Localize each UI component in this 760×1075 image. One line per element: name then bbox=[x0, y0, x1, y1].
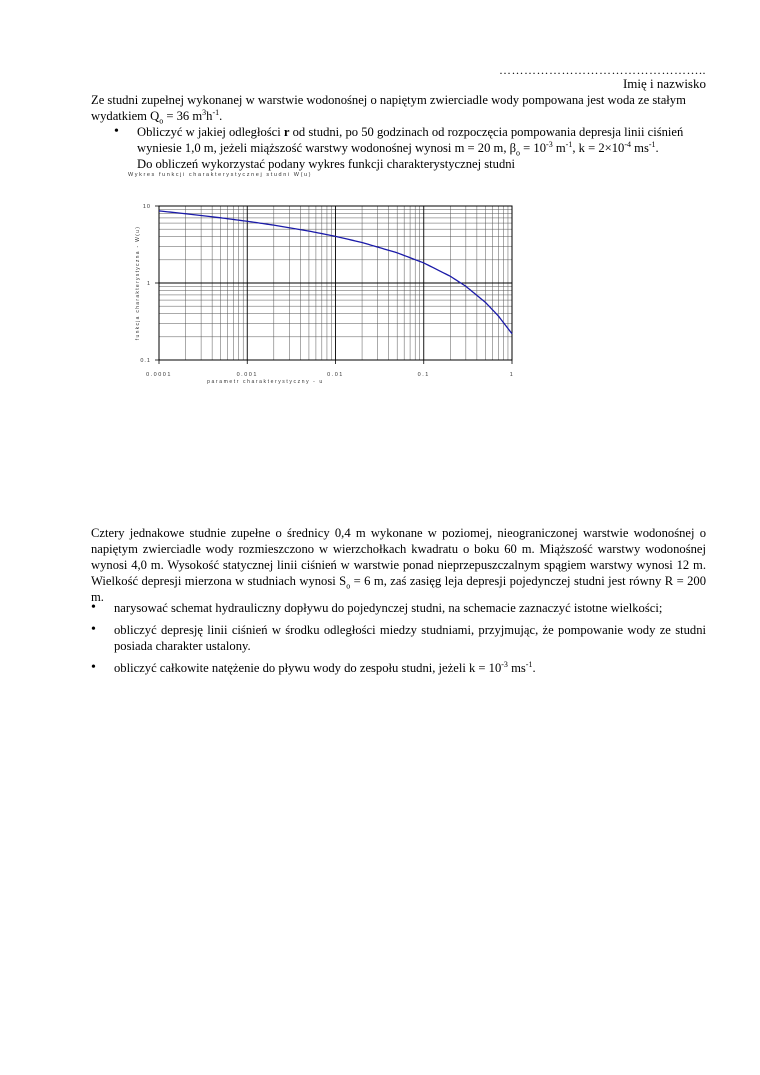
list-item: • obliczyć depresję linii ciśnień w środku odległości miedzy studniami, przyjmując, że pompowanie wody ze studni posiada charakter ustalony. bbox=[91, 622, 706, 653]
x-tick-label: 1 bbox=[509, 372, 515, 378]
y-tick-label: 1 bbox=[146, 281, 151, 287]
bullet-icon: • bbox=[91, 600, 96, 615]
task2-list bbox=[91, 600, 706, 682]
name-dotted-line: ………………………………………….. bbox=[499, 63, 706, 77]
name-label: Imię i nazwisko bbox=[622, 76, 706, 91]
x-tick-label: 0.0001 bbox=[146, 372, 172, 378]
list-item: • narysować schemat hydrauliczny dopływu do pojedynczej studni, na schemacie zaznaczyć istotne wielkości; bbox=[91, 600, 663, 615]
task1-bullet-text bbox=[137, 124, 707, 172]
task2-intro: Cztery jednakowe studnie zupełne o średnicy 0,4 m wykonane w poziomej, nieograniczonej warstwie wodonośnej o napiętym zwierciadle wody rozmieszczono w wierzchołkach kwadratu o boku 60 m. Miąższość warstwy wodonośnej wynosi 4,0 m. Wysokość statycznej linii ciśnień w warstwie ponad nieprzepuszczalnym spągiem warstwy wynosi 12 m. Wielkość depresji mierzona w studniach wynosi $S_o = 6$ m, zaś zasięg leja depresji pojedynczej studni jest równy R = 200 m. bbox=[91, 526, 707, 604]
y-tick-label: 0.1 bbox=[140, 358, 151, 364]
task1-intro: Ze studni zupełnej wykonanej w warstwie wodonośnej o napiętym zwierciadle wody pompowana jest woda ze stałym wydatkiem $Q_o = 36$ $m^3h^{-1}$. bbox=[91, 93, 686, 126]
x-axis-label: parametr charakterystyczny - u bbox=[207, 379, 324, 385]
y-axis-label: funkcja charakterystyczna - W(u) bbox=[135, 225, 141, 341]
y-tick-label: 10 bbox=[142, 204, 151, 210]
task1-chart-instruction: Do obliczeń wykorzystać podany wykres funkcji charakterystycznej studni bbox=[137, 157, 516, 171]
task1-question: Obliczyć w jakiej odległości r od studni, po 50 godzinach od rozpoczęcia pompowania depresja linii ciśnień wyniesie 1,0 m, jeżeli miąższość warstwy wodonośnej wynosi m = 20 m, $\beta_o = 10^{-3}$ $m^{-1}$, $k = 2\times 10^{-4}$ $ms^{-1}$. bbox=[137, 125, 684, 158]
bullet-icon: • bbox=[91, 622, 96, 637]
list-item: • obliczyć całkowite natężenie do pływu wody do zespołu studni, jeżeli $k = 10^{-3}$ $ms^{-1}$. bbox=[91, 659, 536, 675]
bullet-icon: • bbox=[114, 124, 119, 139]
bullet-icon: • bbox=[91, 660, 96, 675]
x-tick-label: 0.01 bbox=[327, 372, 344, 378]
well-function-chart bbox=[120, 190, 540, 390]
x-tick-label: 0.001 bbox=[236, 372, 258, 378]
x-tick-label: 0.1 bbox=[417, 372, 430, 378]
chart-title: Wykres funkcji charakterystycznej studni W(u) bbox=[128, 172, 313, 178]
